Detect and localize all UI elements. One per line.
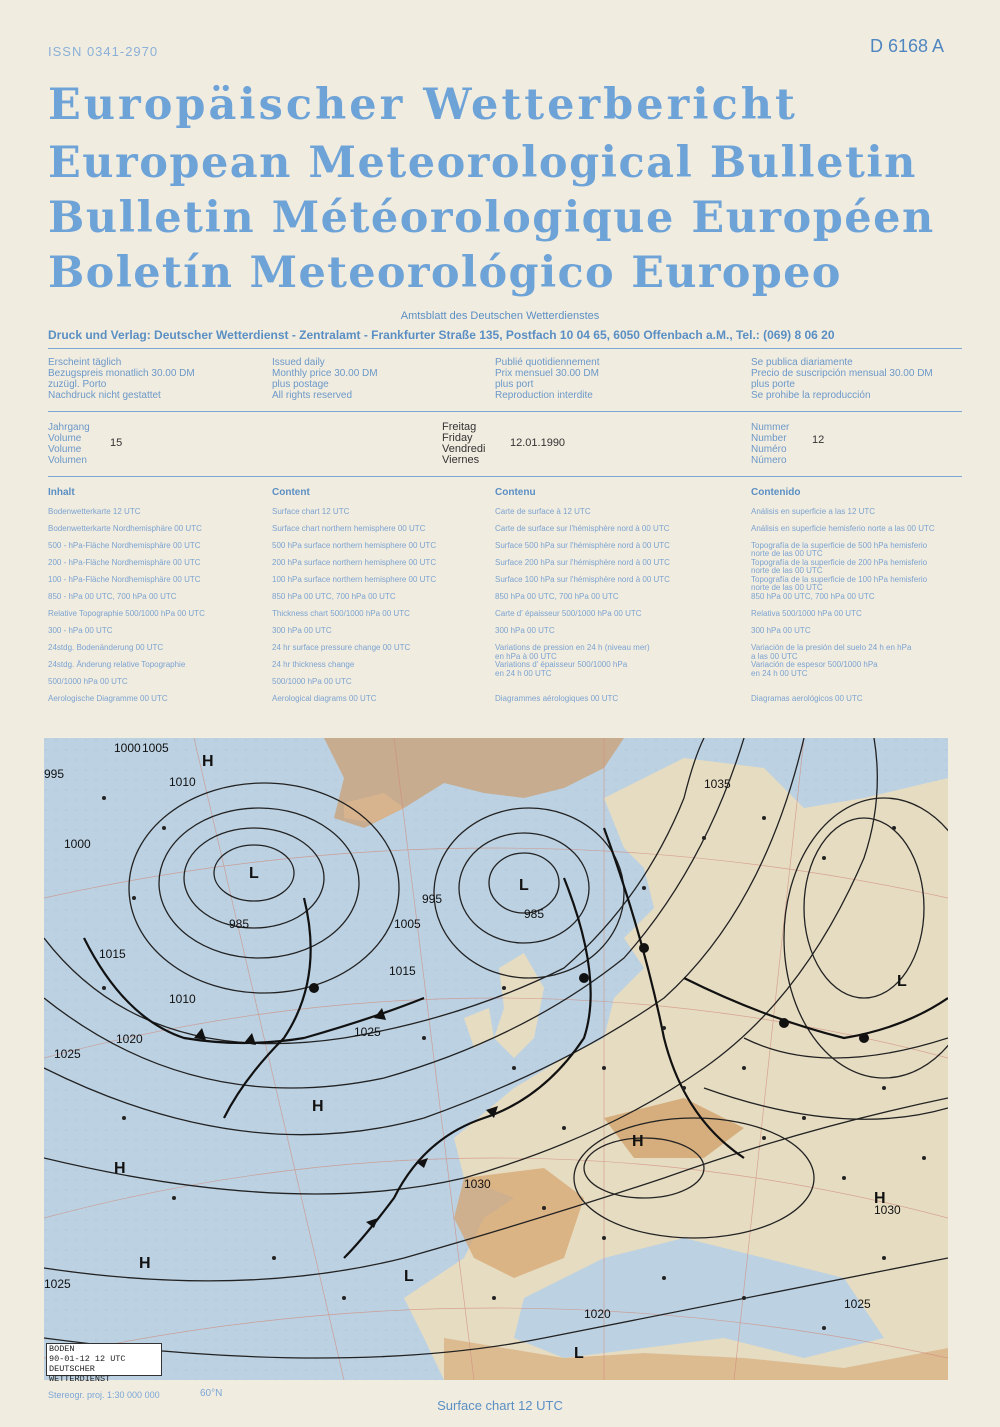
map-caption: Surface chart 12 UTC: [437, 1398, 563, 1413]
pressure-center-symbol: L: [404, 1268, 414, 1285]
issue-date: 12.01.1990: [510, 437, 566, 449]
pressure-center-symbol: H: [312, 1098, 324, 1115]
contents-item: 500 hPa surface northern hemisphere 00 UTC: [272, 541, 437, 550]
volume-label: Volume: [48, 433, 82, 444]
contents-item: 850 hPa 00 UTC, 700 hPa 00 UTC: [495, 592, 619, 601]
contents-item: 500/1000 hPa 00 UTC: [272, 677, 352, 686]
isobar-label: 985: [524, 907, 545, 921]
number-label: Nummer: [751, 422, 790, 433]
subscription-en: [272, 357, 378, 401]
subscription-line: All rights reserved: [272, 390, 353, 401]
publisher-line: Druck und Verlag: Deutscher Wetterdienst - Zentralamt - Frankfurter Straße 135, Postfach 10 04 65, 6050 Offenbach a.M., Tel.: (069) 8 06 20: [48, 328, 835, 342]
volume-labels: [48, 422, 90, 466]
isobar-label: 1030: [874, 1203, 901, 1217]
contents-item: 100 hPa surface northern hemisphere 00 UTC: [272, 575, 437, 584]
contents-item: 300 - hPa 00 UTC: [48, 626, 113, 635]
number-label: Número: [751, 455, 787, 466]
contents-item: Relative Topographie 500/1000 hPa 00 UTC: [48, 609, 205, 618]
contents-item: en hPa à 00 UTC: [495, 652, 557, 661]
contents-item: Diagrammes aérologiques 00 UTC: [495, 694, 619, 703]
subscription-es: [751, 357, 933, 401]
day-labels: [442, 422, 485, 466]
pressure-center-symbol: H: [632, 1133, 644, 1150]
contents-item: 100 - hPa-Fläche Nordhemisphäre 00 UTC: [48, 575, 201, 584]
subscription-line: Se publica diariamente: [751, 357, 853, 368]
isobar-label: 1000: [114, 741, 141, 755]
isobar-label: 1010: [169, 775, 196, 789]
contents-item: 24stdg. Bodenänderung 00 UTC: [48, 643, 164, 652]
contents-item: Aerologische Diagramme 00 UTC: [48, 694, 168, 703]
pressure-center-symbol: L: [519, 877, 529, 894]
surface-weather-map: [44, 738, 948, 1380]
title-english: European Meteorological Bulletin: [48, 138, 917, 188]
volume-label: Volume: [48, 444, 82, 455]
isobar-label: 1020: [116, 1032, 143, 1046]
isobar-label: 1015: [389, 964, 416, 978]
contents-item: 850 - hPa 00 UTC, 700 hPa 00 UTC: [48, 592, 177, 601]
contents-item: Topografía de la superficie de 100 hPa hemisferio: [751, 575, 928, 584]
contents-item: 850 hPa 00 UTC, 700 hPa 00 UTC: [272, 592, 396, 601]
legend-line: 90-01-12 12 UTC: [49, 1354, 126, 1364]
subscription-line: Reproduction interdite: [495, 390, 593, 401]
subscription-line: zuzügl. Porto: [48, 379, 107, 390]
day-label: Vendredi: [442, 443, 486, 455]
title-german: Europäischer Wetterbericht: [48, 80, 798, 130]
official-gazette-line: Amtsblatt des Deutschen Wetterdienstes: [400, 310, 600, 322]
divider: [48, 411, 962, 412]
contents-item: en 24 h 00 UTC: [495, 669, 552, 678]
day-label: Freitag: [442, 421, 477, 433]
isobar-label: 1000: [64, 837, 91, 851]
contents-item: Variations d' épaisseur 500/1000 hPa: [495, 660, 628, 669]
subscription-line: Prix mensuel 30.00 DM: [495, 368, 599, 379]
volume-label: Volumen: [48, 455, 87, 466]
contents-heading-fr: Contenu: [495, 487, 536, 498]
contents-item: 200 hPa surface northern hemisphere 00 UTC: [272, 558, 437, 567]
contents-item: 300 hPa 00 UTC: [272, 626, 332, 635]
subscription-line: Nachdruck nicht gestattet: [48, 390, 161, 401]
contents-item: 24 hr thickness change: [272, 660, 355, 669]
pressure-center-symbol: H: [202, 753, 214, 770]
subscription-line: Publié quotidiennement: [495, 357, 600, 368]
volume-label: Jahrgang: [48, 422, 90, 433]
contents-item: 500 - hPa-Fläche Nordhemisphäre 00 UTC: [48, 541, 201, 550]
title-french: Bulletin Météorologique Européen: [48, 193, 935, 243]
pressure-center-symbol: L: [574, 1345, 584, 1362]
subscription-fr: [495, 357, 600, 401]
pressure-center-symbol: H: [874, 1190, 886, 1207]
isobar-label: 1025: [54, 1047, 81, 1061]
isobar-label: 995: [422, 892, 443, 906]
contents-item: Carte d' épaisseur 500/1000 hPa 00 UTC: [495, 609, 642, 618]
contents-item: Carte de surface à 12 UTC: [495, 507, 591, 516]
number-labels: [751, 422, 789, 466]
contents-item: Surface 500 hPa sur l'hémisphère nord à 00 UTC: [495, 541, 670, 550]
isobar-label: 1005: [394, 917, 421, 931]
contents-item: Carte de surface sur l'hémisphère nord à 00 UTC: [495, 524, 670, 533]
subscription-line: Bezugspreis monatlich 30.00 DM: [48, 368, 195, 379]
contents-heading-es: Contenido: [751, 487, 801, 498]
pressure-center-symbol: L: [897, 973, 907, 990]
contents-item: en 24 h 00 UTC: [751, 669, 808, 678]
contents-item: Análisis en superficie hemisferio norte a las 00 UTC: [751, 524, 935, 533]
isobar-label: 1015: [99, 947, 126, 961]
contents-item: Análisis en superficie a las 12 UTC: [751, 507, 876, 516]
subscription-line: Monthly price 30.00 DM: [272, 368, 378, 379]
contents-item: 200 - hPa-Fläche Nordhemisphäre 00 UTC: [48, 558, 201, 567]
contents-item: Bodenwetterkarte Nordhemisphäre 00 UTC: [48, 524, 202, 533]
isobar-label: 1025: [354, 1025, 381, 1039]
contents-item: Surface 100 hPa sur l'hémisphère nord à 00 UTC: [495, 575, 670, 584]
contents-heading-en: Content: [272, 487, 310, 498]
subscription-line: Erscheint täglich: [48, 357, 122, 368]
publication-code: D 6168 A: [870, 36, 945, 56]
pressure-center-symbol: L: [249, 865, 259, 882]
isobar-label: 1025: [844, 1297, 871, 1311]
volume-value: 15: [110, 437, 123, 449]
contents-item: 300 hPa 00 UTC: [751, 626, 811, 635]
contents-item: norte de las 00 UTC: [751, 549, 823, 558]
isobar-label: 1035: [704, 777, 731, 791]
contents-item: Topografía de la superficie de 200 hPa hemisferio: [751, 558, 928, 567]
issue-number: 12: [812, 434, 825, 446]
subscription-line: plus port: [495, 379, 534, 390]
contents-item: 500/1000 hPa 00 UTC: [48, 677, 128, 686]
title-spanish: Boletín Meteorológico Europeo: [48, 248, 842, 298]
contents-item: Bodenwetterkarte 12 UTC: [48, 507, 141, 516]
isobar-label: 1025: [44, 1277, 71, 1291]
pressure-center-symbol: H: [114, 1160, 126, 1177]
divider: [48, 476, 962, 477]
contents-item: Variations de pression en 24 h (niveau mer): [495, 643, 650, 652]
legend-line: DEUTSCHER WETTERDIENST: [49, 1364, 111, 1384]
contents-item: 24 hr surface pressure change 00 UTC: [272, 643, 411, 652]
pressure-center-symbol: H: [139, 1255, 151, 1272]
contents-item: Variación de la presión del suelo 24 h en hPa: [751, 643, 912, 652]
isobar-label: 1020: [584, 1307, 611, 1321]
subscription-line: plus postage: [272, 379, 329, 390]
contents-item: Surface chart 12 UTC: [272, 507, 350, 516]
contents-item: norte de las 00 UTC: [751, 583, 823, 592]
isobar-label: 995: [44, 767, 65, 781]
projection-note: Stereogr. proj. 1:30 000 000: [48, 1390, 160, 1400]
contents-item: Surface 200 hPa sur l'hémisphère nord à 00 UTC: [495, 558, 670, 567]
number-label: Numéro: [751, 444, 787, 455]
issn-number: ISSN 0341-2970: [48, 44, 159, 59]
contents-item: Diagramas aerológicos 00 UTC: [751, 694, 863, 703]
isobar-label: 1030: [464, 1177, 491, 1191]
contents-heading-de: Inhalt: [48, 487, 75, 498]
contents-item: Topografía de la superficie de 500 hPa hemisferio: [751, 541, 928, 550]
isobar-label: 1010: [169, 992, 196, 1006]
contents-item: Variación de espesor 500/1000 hPa: [751, 660, 878, 669]
map-legend-box: [46, 1343, 162, 1384]
day-label: Friday: [442, 432, 473, 444]
subscription-de: [48, 357, 195, 401]
subscription-line: Precio de suscripción mensual 30.00 DM: [751, 368, 933, 379]
contents-item: Relativa 500/1000 hPa 00 UTC: [751, 609, 862, 618]
isobar-label: 1005: [142, 741, 169, 755]
contents-item: Thickness chart 500/1000 hPa 00 UTC: [272, 609, 410, 618]
divider: [48, 348, 962, 349]
contents-item: Aerological diagrams 00 UTC: [272, 694, 377, 703]
subscription-line: plus porte: [751, 379, 795, 390]
contents-item: Surface chart northern hemisphere 00 UTC: [272, 524, 426, 533]
contents-item: a las 00 UTC: [751, 652, 798, 661]
day-label: Viernes: [442, 454, 480, 466]
latitude-note: 60°N: [200, 1388, 223, 1399]
contents-item: norte de las 00 UTC: [751, 566, 823, 575]
subscription-line: Issued daily: [272, 357, 325, 368]
contents-item: 300 hPa 00 UTC: [495, 626, 555, 635]
legend-line: BODEN: [49, 1344, 75, 1354]
isobar-label: 985: [229, 917, 250, 931]
number-label: Number: [751, 433, 787, 444]
contents-item: 24stdg. Änderung relative Topographie: [48, 660, 186, 669]
subscription-line: Se prohibe la reproducción: [751, 390, 871, 401]
contents-item: 850 hPa 00 UTC, 700 hPa 00 UTC: [751, 592, 875, 601]
